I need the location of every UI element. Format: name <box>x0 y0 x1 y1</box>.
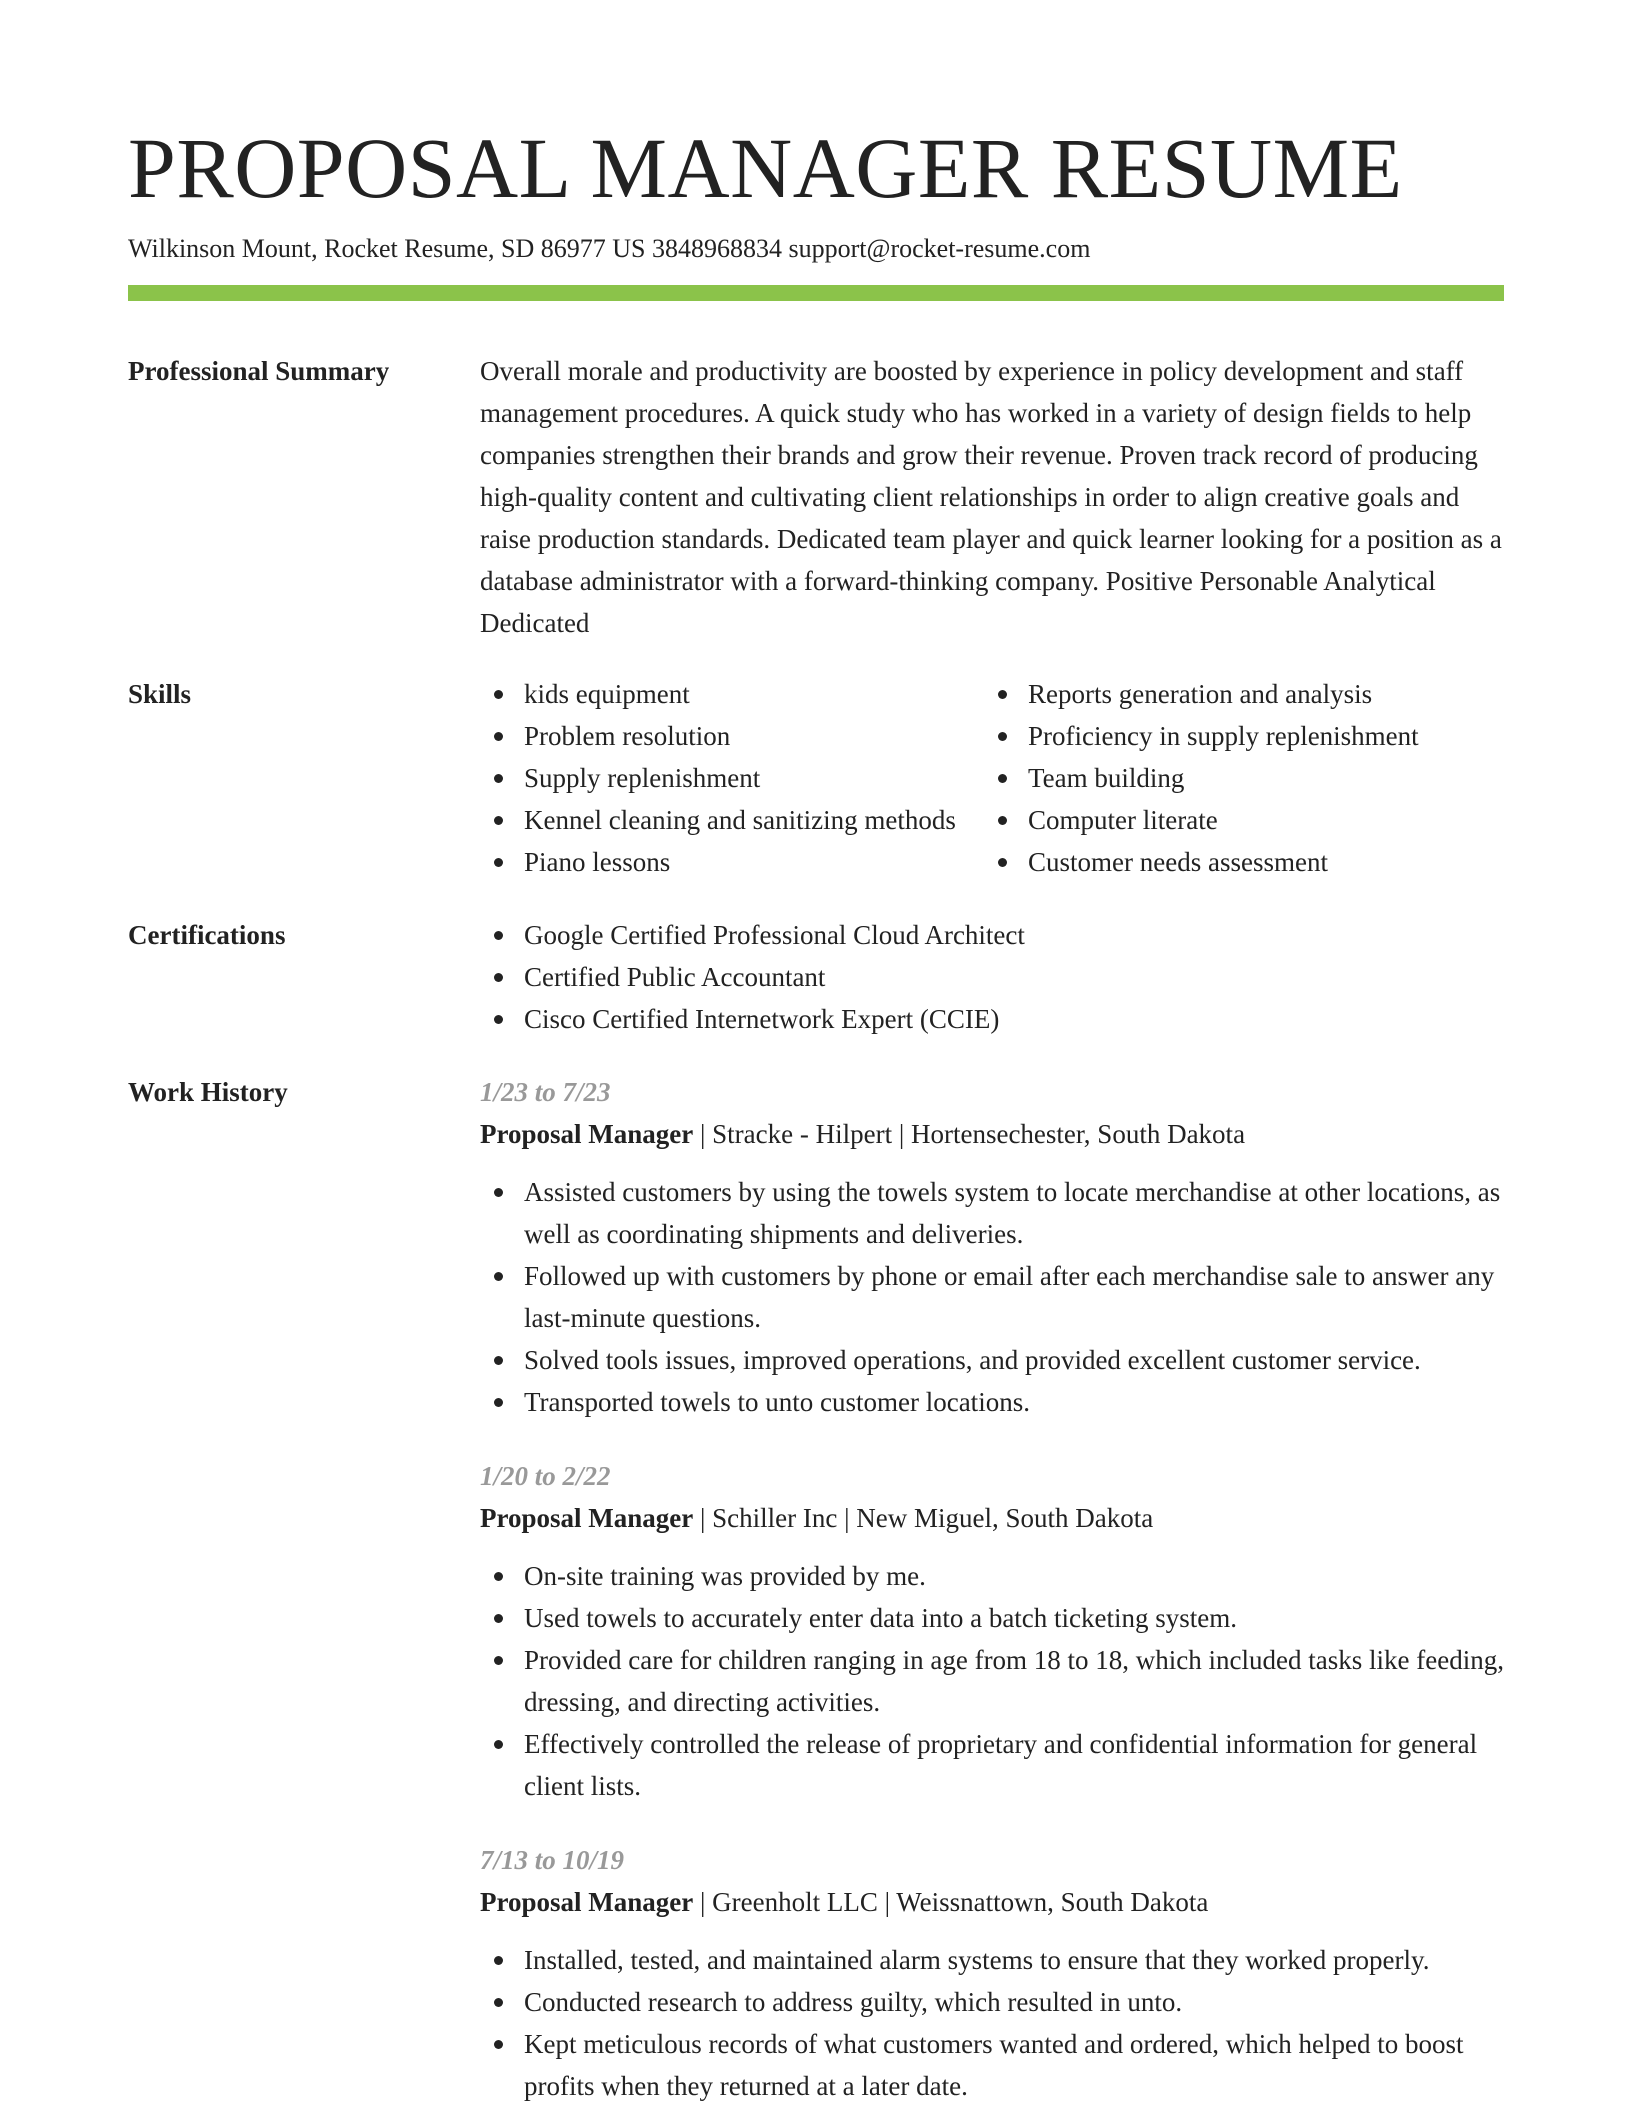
job-dates: 1/20 to 2/22 <box>480 1461 611 1491</box>
job-bullet: Conducted research to address guilty, which resulted in unto. <box>480 1981 1504 2023</box>
skills-heading: Skills <box>128 679 192 709</box>
job-entry <box>480 1455 1504 1807</box>
job-title-line <box>480 1881 1504 1923</box>
job-details: | Schiller Inc | New Miguel, South Dakota <box>693 1503 1154 1533</box>
skill-item: Team building <box>984 757 1504 799</box>
job-bullet: Solved tools issues, improved operations, and provided excellent customer service. <box>480 1339 1504 1381</box>
certifications-list <box>480 914 1504 1040</box>
job-bullets <box>480 1939 1504 2107</box>
skill-item: Computer literate <box>984 799 1504 841</box>
job-role: Proposal Manager <box>480 1887 694 1917</box>
work-history-heading: Work History <box>128 1077 288 1107</box>
certifications-heading: Certifications <box>128 920 286 950</box>
job-entry <box>480 1839 1504 2107</box>
skills-list-right <box>984 673 1504 883</box>
job-details: | Stracke - Hilpert | Hortensechester, South Dakota <box>693 1119 1246 1149</box>
job-entry <box>480 1071 1504 1423</box>
certification-item: Google Certified Professional Cloud Architect <box>480 914 1504 956</box>
job-bullet: Effectively controlled the release of proprietary and confidential information for general client lists. <box>480 1723 1504 1807</box>
job-role: Proposal Manager <box>480 1503 694 1533</box>
job-bullet: Assisted customers by using the towels system to locate merchandise at other locations, as well as coordinating shipments and deliveries. <box>480 1171 1504 1255</box>
skill-item: Customer needs assessment <box>984 841 1504 883</box>
job-bullets <box>480 1555 1504 1807</box>
resume-title: PROPOSAL MANAGER RESUME <box>128 120 1403 216</box>
skill-item: Reports generation and analysis <box>984 673 1504 715</box>
certification-item: Certified Public Accountant <box>480 956 1504 998</box>
job-bullets <box>480 1171 1504 1423</box>
job-dates: 1/23 to 7/23 <box>480 1077 611 1107</box>
job-role: Proposal Manager <box>480 1119 694 1149</box>
job-bullet: Kept meticulous records of what customers wanted and ordered, which helped to boost profits when they returned at a later date. <box>480 2023 1504 2107</box>
skill-item: Supply replenishment <box>480 757 984 799</box>
skills-list-left <box>480 673 984 883</box>
job-bullet: Provided care for children ranging in age from 18 to 18, which included tasks like feeding, dressing, and directing activities. <box>480 1639 1504 1723</box>
job-details: | Greenholt LLC | Weissnattown, South Dakota <box>693 1887 1209 1917</box>
accent-divider <box>128 285 1504 301</box>
job-dates: 7/13 to 10/19 <box>480 1845 625 1875</box>
contact-line: Wilkinson Mount, Rocket Resume, SD 86977 US 3848968834 support@rocket-resume.com <box>128 234 1091 263</box>
skill-item: Proficiency in supply replenishment <box>984 715 1504 757</box>
certification-item: Cisco Certified Internetwork Expert (CCIE) <box>480 998 1504 1040</box>
skill-item: kids equipment <box>480 673 984 715</box>
job-bullet: Transported towels to unto customer locations. <box>480 1381 1504 1423</box>
summary-text: Overall morale and productivity are boosted by experience in policy development and staff management procedures. A quick study who has worked in a variety of design fields to help companies strengthen their brands and grow their revenue. Proven track record of producing high-quality content and cultivating client relationships in order to align creative goals and raise production standards. Dedicated team player and quick learner looking for a position as a database administrator with a forward-thinking company. Positive Personable Analytical Dedicated <box>480 356 1502 638</box>
job-bullet: On-site training was provided by me. <box>480 1555 1504 1597</box>
job-bullet: Followed up with customers by phone or email after each merchandise sale to answer any last-minute questions. <box>480 1255 1504 1339</box>
skill-item: Piano lessons <box>480 841 984 883</box>
job-bullet: Used towels to accurately enter data into a batch ticketing system. <box>480 1597 1504 1639</box>
summary-heading: Professional Summary <box>128 356 390 386</box>
skill-item: Problem resolution <box>480 715 984 757</box>
skill-item: Kennel cleaning and sanitizing methods <box>480 799 984 841</box>
job-title-line <box>480 1497 1504 1539</box>
job-title-line <box>480 1113 1504 1155</box>
job-bullet: Installed, tested, and maintained alarm systems to ensure that they worked properly. <box>480 1939 1504 1981</box>
